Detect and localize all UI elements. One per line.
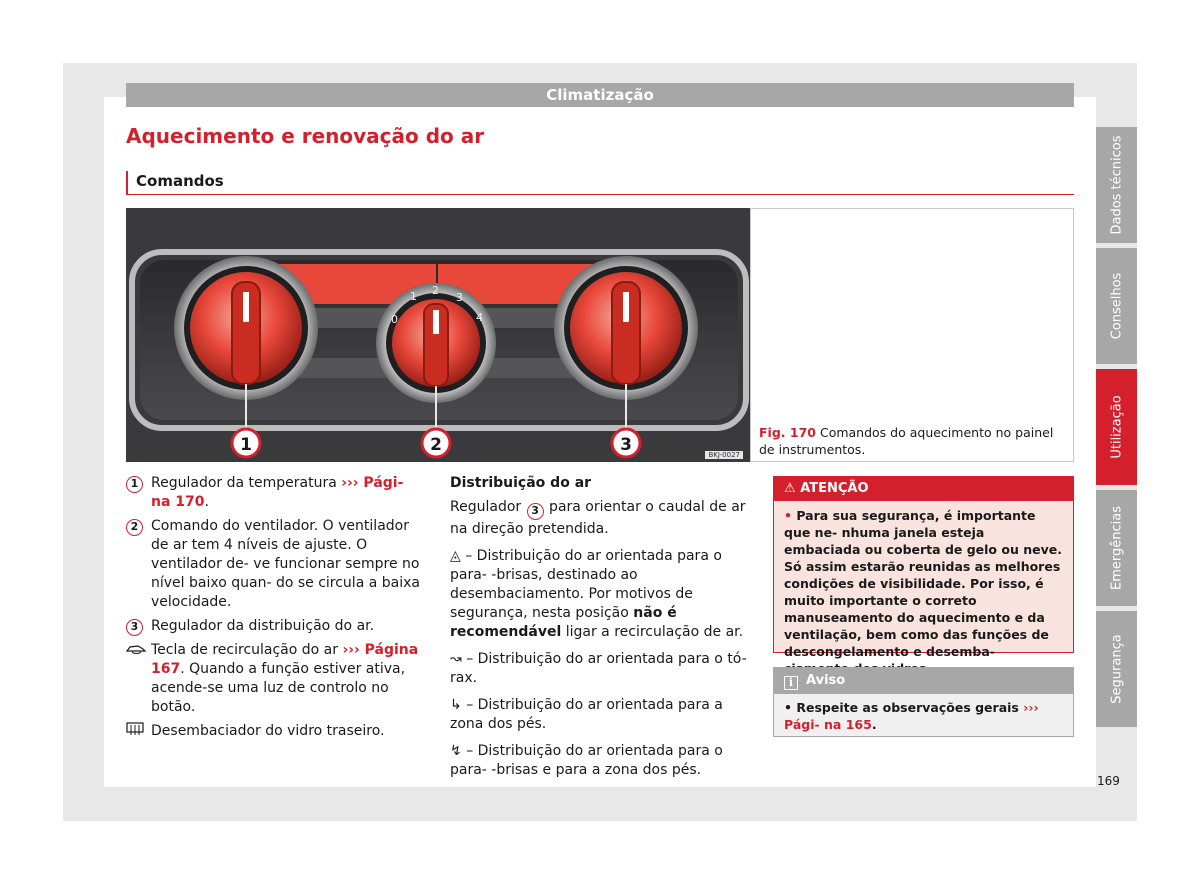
legend-marker-2: 2 (126, 519, 143, 536)
rear-defrost-icon (126, 722, 144, 736)
windscreen-feet-text: – Distribuição do ar orientada para o para- -brisas e para a zona dos pés. (450, 743, 723, 778)
climate-panel-illustration (126, 208, 751, 462)
tab-conselhos[interactable] (1096, 248, 1137, 364)
fan-level-4: 4 (476, 311, 483, 324)
page-title: Aquecimento e renovação do ar (126, 124, 485, 148)
distribution-heading: Distribuição do ar (450, 475, 592, 491)
recirculation-text: Tecla de recirculação do ar (151, 642, 343, 658)
legend-marker-1: 1 (126, 476, 143, 493)
recirculation-tail: . Quando a função estiver ativa, acende-se uma luz de controlo no botão. (151, 661, 406, 715)
warning-triangle-icon: ⚠ (784, 481, 796, 496)
section-heading: Comandos (126, 171, 1074, 195)
warning-title: ATENÇÃO (800, 481, 869, 496)
windscreen-warning: não é recomendável (450, 605, 677, 640)
distribution-marker-3: 3 (527, 503, 544, 520)
page-ref-165[interactable]: ››› Pági- na 165 (784, 700, 1039, 732)
distribution-intro (450, 498, 750, 539)
fan-level-0: 0 (391, 313, 398, 326)
feet-text: – Distribuição do ar orientada para a zona dos pés. (450, 697, 723, 732)
tab-dados-tecnicos[interactable] (1096, 127, 1137, 243)
legend-item-recirculation (126, 641, 426, 717)
windscreen-icon: ◬ (450, 548, 461, 564)
tab-label: Dados técnicos (1109, 135, 1124, 235)
chest-text: – Distribuição do ar orientada para o tó- rax. (450, 651, 747, 686)
warning-box (773, 476, 1074, 659)
info-icon: i (784, 676, 798, 690)
fan-level-1: 1 (410, 290, 417, 303)
warning-body (774, 501, 1073, 683)
legend-item-3 (126, 617, 426, 636)
windscreen-feet-icon: ↯ (450, 743, 462, 759)
page-ref-170[interactable]: ››› Pági- na 170 (151, 475, 404, 510)
distribution-intro-b: para orientar o caudal de ar na direção pretendida. (450, 499, 746, 537)
notice-title: Aviso (806, 673, 846, 688)
windscreen-feet-mode (450, 742, 750, 780)
figure-code: BKJ-0027 (705, 451, 743, 459)
callout-1-label: 1 (240, 435, 252, 455)
bullet-icon: • (784, 508, 792, 523)
tab-seguranca[interactable] (1096, 611, 1137, 727)
figure-caption-text: Comandos do aquecimento no painel de instrumentos. (759, 425, 1054, 457)
fan-level-2: 2 (432, 284, 439, 297)
tab-label: Emergências (1109, 506, 1124, 590)
legend-item-2 (126, 517, 426, 612)
legend-text-1: Regulador da temperatura (151, 475, 342, 491)
notice-body (774, 694, 1073, 738)
windscreen-text: – Distribuição do ar orientada para o para- -brisas, destinado ao desembaciamento. Por motivos de segurança, nesta posição (450, 548, 722, 621)
figure-caption (759, 424, 1067, 458)
windscreen-tail: ligar a recirculação de ar. (561, 624, 744, 640)
warning-header (774, 477, 1073, 501)
warning-text: Para sua segurança, é importante que ne- nhuma janela esteja embaciada ou coberta de gelo ou neve. Só assim estarão reunidas as melhores condições de visibilidade. Por isso, é muito importante o correto manuseamento do aquecimento e da ventilação, bem como das funções de descongelamento e desemba- (784, 508, 1062, 659)
chapter-header: Climatização (126, 83, 1074, 107)
legend-column (126, 474, 426, 747)
legend-item-1 (126, 474, 426, 512)
chest-airflow-icon: ↝ (450, 651, 462, 667)
page-number: 169 (1097, 774, 1120, 788)
page-ref-167[interactable]: ››› Página 167 (151, 642, 419, 677)
notice-header (774, 668, 1073, 694)
bullet-icon: • (784, 700, 792, 715)
distribution-intro-a: Regulador (450, 499, 522, 515)
callout-3 (612, 429, 640, 457)
callout-1 (232, 429, 260, 457)
feet-airflow-icon: ↳ (450, 697, 462, 713)
windscreen-mode (450, 547, 750, 642)
tab-utilizacao[interactable] (1096, 369, 1137, 485)
rear-defrost-text: Desembaciador do vidro traseiro. (151, 723, 385, 739)
fan-level-3: 3 (456, 291, 463, 304)
callout-2-label: 2 (430, 435, 442, 455)
notice-text: Respeite as observações gerais (796, 700, 1024, 715)
figure-label: Fig. 170 (759, 425, 816, 440)
legend-text-2: Comando do ventilador. O ventilador de ar tem 4 níveis de ajuste. O ventilador de- ve funcionar sempre no nível baixo quan- do se circula a baixa velocidade. (151, 518, 420, 610)
legend-tail-1: . (204, 494, 209, 510)
callout-2 (422, 429, 450, 457)
tab-label: Segurança (1109, 634, 1124, 704)
notice-box (773, 667, 1074, 737)
legend-marker-3: 3 (126, 619, 143, 636)
tab-label: Conselhos (1109, 272, 1124, 340)
recirculation-icon (126, 642, 146, 654)
tab-emergencias[interactable] (1096, 490, 1137, 606)
legend-item-rear-defrost (126, 722, 426, 742)
climate-controls-figure (126, 208, 751, 462)
feet-mode (450, 696, 750, 734)
tab-label: Utilização (1109, 395, 1124, 459)
notice-tail: . (871, 717, 877, 732)
chest-mode (450, 650, 750, 688)
callout-3-label: 3 (620, 435, 632, 455)
distribution-column (450, 474, 750, 788)
legend-text-3: Regulador da distribuição do ar. (151, 618, 375, 634)
